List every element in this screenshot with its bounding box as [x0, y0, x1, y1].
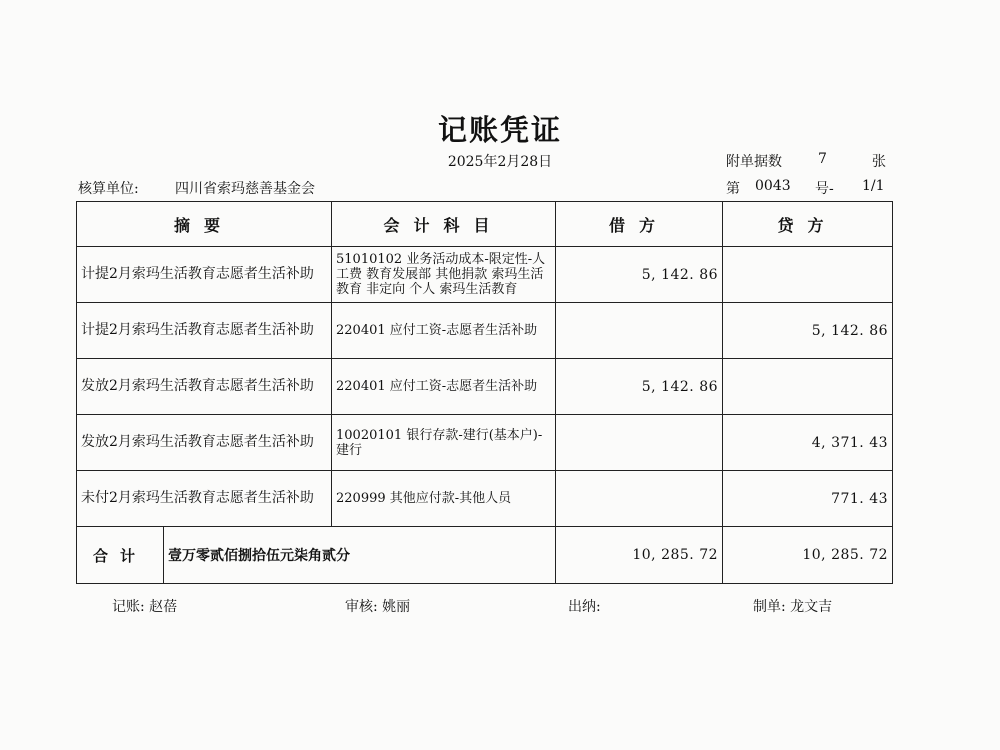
page-indicator: 1/1: [862, 178, 885, 194]
table-row: [77, 303, 893, 359]
row-credit: 4, 371. 43: [723, 415, 893, 471]
voucher-no-prefix: 第: [726, 181, 740, 197]
reviewer: 审核: 姚丽: [345, 599, 411, 615]
row-summary: 未付2月索玛生活教育志愿者生活补助: [77, 471, 332, 527]
total-credit: 10, 285. 72: [723, 527, 893, 584]
voucher-no: 0043: [755, 178, 791, 194]
unit-label: 核算单位:: [78, 181, 139, 197]
row-credit: [723, 247, 893, 303]
row-credit: [723, 359, 893, 415]
table-row: [77, 471, 893, 527]
preparer: 制单: 龙文吉: [753, 599, 833, 615]
header-account: 会计科目: [332, 202, 556, 247]
header-debit: 借方: [556, 202, 723, 247]
table-row: [77, 247, 893, 303]
table-header-row: [77, 202, 893, 247]
header-credit: 贷方: [723, 202, 893, 247]
unit-name: 四川省索玛慈善基金会: [175, 181, 315, 197]
row-debit: 5, 142. 86: [556, 247, 723, 303]
attachments-unit: 张: [872, 154, 886, 170]
row-debit: [556, 471, 723, 527]
total-amount-in-words: 壹万零贰佰捌拾伍元柒角贰分: [164, 527, 556, 584]
row-debit: 5, 142. 86: [556, 359, 723, 415]
voucher-no-suffix: 号-: [815, 181, 834, 197]
row-credit: 771. 43: [723, 471, 893, 527]
voucher-title: 记账凭证: [437, 113, 562, 147]
row-debit: [556, 303, 723, 359]
total-row: [77, 527, 893, 584]
table-row: [77, 359, 893, 415]
row-account: 220999 其他应付款-其他人员: [332, 471, 556, 527]
attachments-label: 附单据数: [726, 154, 782, 170]
row-account: 51010102 业务活动成本-限定性-人工费 教育发展部 其他捐款 索玛生活教育 非定向 个人 索玛生活教育: [332, 247, 556, 303]
total-debit: 10, 285. 72: [556, 527, 723, 584]
voucher-table: [76, 201, 893, 584]
row-summary: 计提2月索玛生活教育志愿者生活补助: [77, 303, 332, 359]
bookkeeper: 记账: 赵蓓: [112, 599, 178, 615]
table-row: [77, 415, 893, 471]
row-summary: 计提2月索玛生活教育志愿者生活补助: [77, 247, 332, 303]
row-summary: 发放2月索玛生活教育志愿者生活补助: [77, 415, 332, 471]
header-summary: 摘要: [77, 202, 332, 247]
total-label: 合计: [77, 527, 164, 584]
attachments-count: 7: [818, 151, 827, 167]
row-account: 220401 应付工资-志愿者生活补助: [332, 303, 556, 359]
row-debit: [556, 415, 723, 471]
row-account: 220401 应付工资-志愿者生活补助: [332, 359, 556, 415]
cashier: 出纳:: [568, 599, 601, 615]
voucher-date: 2025年2月28日: [447, 154, 553, 170]
row-summary: 发放2月索玛生活教育志愿者生活补助: [77, 359, 332, 415]
row-account: 10020101 银行存款-建行(基本户)-建行: [332, 415, 556, 471]
row-credit: 5, 142. 86: [723, 303, 893, 359]
